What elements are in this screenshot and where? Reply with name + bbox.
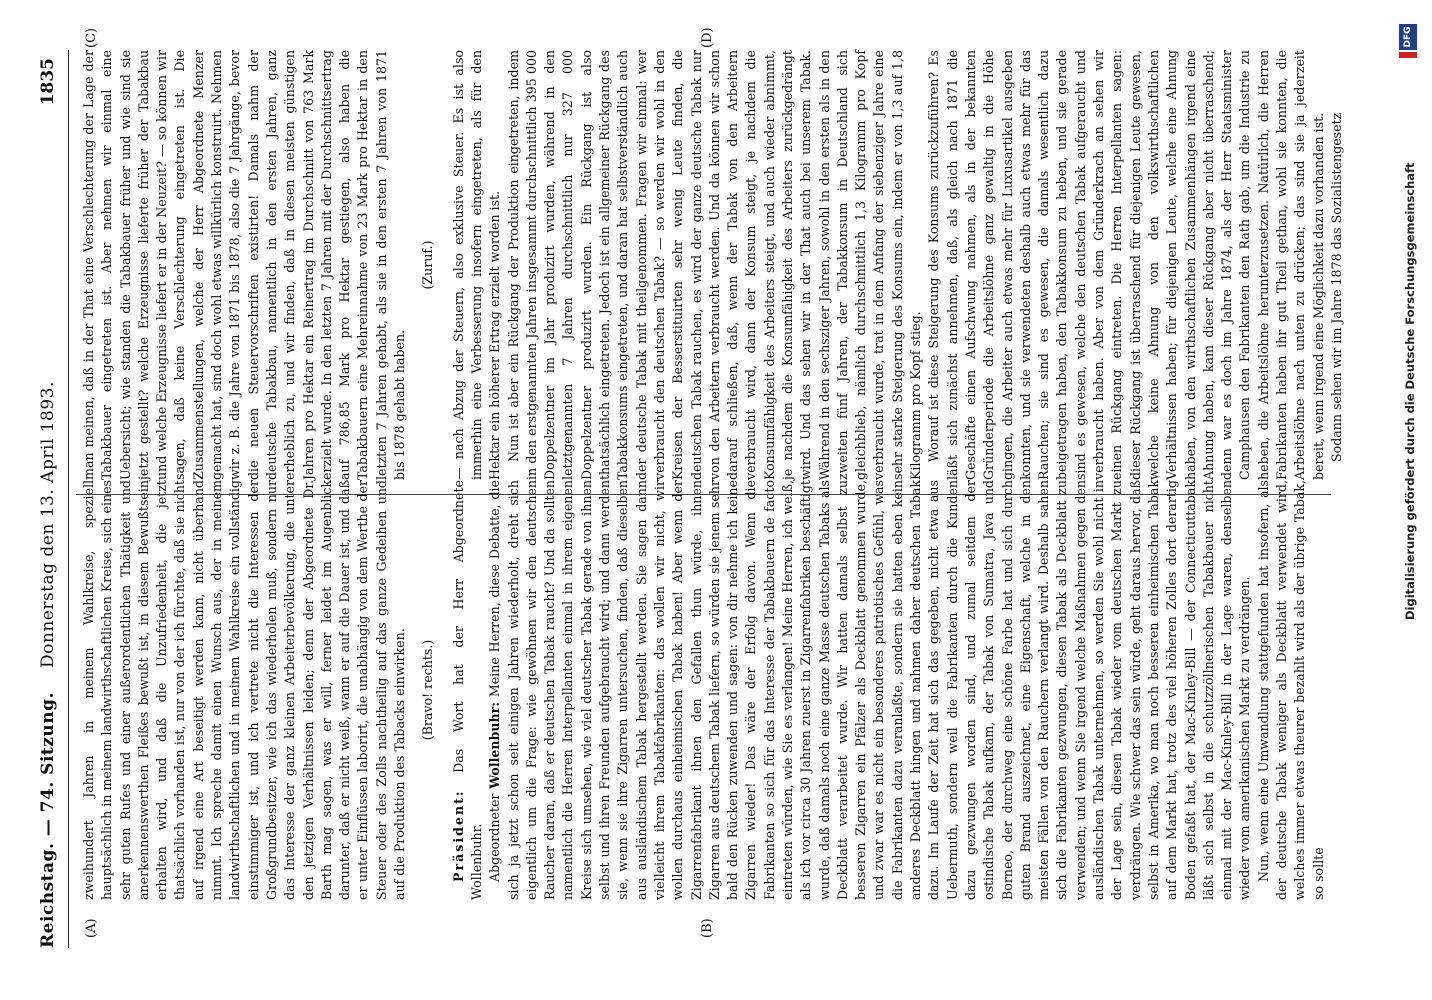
speech-paragraph xyxy=(486,480,1254,900)
right-column xyxy=(80,50,1344,480)
right-paragraph-3: Nun ist aber ein Rückgang der Produktion eingetreten, indem in den erstgenannten Jahren insgesammt durchschnittlich 395 000 Doppelzentner im Jahr produzirt wurden, während in den letztgenannten 7 Jahren durchschnittlich nur 327 000 Doppelzentner produzirt wurden. Ein Rückgang ist also thatsächlich eingetreten. Jedoch ist ein allgemeiner Rückgang des Tabakkonsums eingetreten, und daran hat selbstverständlich auch der deutsche Tabak mit theilgenommen. Fragen wir einmal: wer verbraucht den deutschen Tabak? — so werden wir wohl in den Kreisen der Besserstituirten sehr wenig Leute finden, die deutschen Tabak rauchen, es wird der ganze deutsche Tabak nur von den Arbeitern verbraucht werden. Und da können wir schon darauf schließen, daß, wenn der Tabak von den Arbeitern verbraucht wird, dann der Konsum steigt, je nachdem die Konsumfähigkeit des Arbeiters steigt, und auch wieder abnimmt, je nachdem die Konsumfähigkeit des Arbeiters zurückgedrängt wird. Und das sehen wir in der That auch bei unserem Tabak. Während in den sechsziger Jahren, sowohl in den ersten als in den zweiten fünf Jahren, der Tabakkonsum in Deutschland sich gleichblieb, nämlich durchschnittlich 1,3 Kilogramm pro Kopf verbraucht wurde, trat in dem Anfang der siebenziger Jahre eine sehr starke Steigerung des Konsums ein, indem er von 1,3 auf 1,8 Kilogramm pro Kopf stieg. xyxy=(505,50,924,480)
digitalisation-footer xyxy=(1395,20,1425,960)
president-statement xyxy=(450,480,487,900)
right-paragraph-5: Sodann sehen wir im Jahre 1878 das Sozialistengesetz xyxy=(1328,112,1344,462)
president-text: Das Wort hat der Herr Abgeordnete Wollenbuhr. xyxy=(450,480,484,900)
speaker-name: Wollenbuhr: xyxy=(487,702,503,789)
left-column xyxy=(80,480,1330,900)
right-paragraph-4: Worauf ist diese Steigerung des Konsums zurückzuführen? Es läßt sich zunächst annehmen, daß, als gleich nach 1871 die Geschäfte einen Aufschwung nahmen, als in der bekannten Gründerperiode die Arbeitslöhne ganz gewaltig in die Höhe gingen, die Arbeiter auch etwas mehr für Luxusartikel ausgeben konnten, und sie verwendeten deshalb auch etwas mehr für das Rauchen; sie sind es gewesen, die damals wesentlich dazu beigetragen haben, den Tabakkonsum zu heben, und sie gerade sind es gewesen, welche den deutschen Tabak aufgeraucht und verbraucht haben. Aber von dem Gründerkrach an sehen wir einen Rückgang eintreten. Die Herren Interpellanten sagen: dieser Rückgang ist überraschend für diejenigen Leute gewesen, welche keine Ahnung von den volkswirthschaftlichen Verhältnissen haben; für diejenigen Leute, welche eine Ahnung haben, von den wirthschaftlichen Zusammenhängen irgend eine Ahnung haben, kam dieser Rückgang aber nicht überraschend; denn war es doch im Jahre 1874, als der Herr Staatsminister Camphausen den Fabrikanten den Rath gab, um die Industrie zu heben, die Arbeitslöhne herunterzusetzen. Natürlich, die Herren Fabrikanten haben ihr gut Theil gethan, wohl sie konnten, die Arbeitslöhne nach unten zu drücken; das sind sie ja jederzeit bereit, wenn irgend eine Möglichkeit dazu vorhanden ist. xyxy=(926,50,1326,480)
right-paragraph-1: man meinen, daß in der That eine Verschlechterung der Lage der Tabakbauer eingetreten ist. Aber nehmen wir einmal eine Uebersicht; wie standen die Tabakbauer früher und wie sind sie jetzt gestellt? welche Erzeugnisse lieferte früher der Tabakbau und welche Erzeugnisse liefert er in der Neuzeit? — so können wir sagen, daß keine Verschlechterung eingetreten ist. Die Zusammenstellungen, welche der Herr Abgeordnete Menzer gemacht hat, sind doch wohl etwas willkürlich konstruirt. Nehmen wir z. B. die Jahre von 1871 bis 1878, also die 7 Jahrgänge, bevor die neuen Steuervorschriften existirten! Damals nahm der deutsche Tabakbau, namentlich in den ersten Jahren, ganz erheblich zu, und wir finden, daß in diesen meisten günstigen Jahren pro Hektar ein Reinertrag im Durchschnitt von 763 Mark erzielt wurde. In den letzten 7 Jahren mit der Durchschnittsertrag auf 786,85 Mark pro Hektar gestiegen, also haben die Tabakbauern eine Mehreinnahme von 23 Mark pro Hektar in den letzten 7 Jahren gehabt, als sie in den ersten 7 Jahren von 1871 bis 1878 gehabt haben. xyxy=(81,50,408,480)
interjection-note: (Zuruf.) xyxy=(420,240,436,290)
speech-text: Meine Herren, diese Debatte, die sich ja jetzt schon seit einigen Jahren wiederholt, dreht sich eigentlich um die Frage: wie gewöhnen wir den deutschen Raucher daran, daß er deutschen Tabak raucht? Und da sollten namentlich die Herren Interpellanten einmal in ihrem eigenen Kreise sich umsehen, wie viel deutscher Tabak gerade von ihnen selbst und ihren Freunden aufgebraucht wird; und dann werden sie, wenn sie ihre Zigarren untersuchen, finden, daß dieselben aus ausländischem Tabak hergestellt werden. Sie sagen dann vielleicht ihrem Tabakfabrikanten: das wollen wir nicht, wir wollen durchaus einheimischen Tabak haben! Aber wenn der Zigarrenfabrikant ihnen den Gefallen thun würde, ihnen Zigarren aus deutschem Tabak liefern, so würden sie jenem sehr bald den Rücken zuwenden und sagen: von dir nehme ich keine Zigarren wieder! Das wäre der Erfolg davon. Wenn die Fabrikanten so sich für das Interesse der Tabakbauern de facto eintreten würden, wie Sie es verlangen! Meine Herren, ich weiß, als ich vor circa 30 Jahren zuerst in Zigarrenfabriken beschäftigt wurde, daß damals noch eine ganze Masse deutschen Tabaks als Deckblatt verarbeitet wurde. Wir hatten damals selbst zu besseren Zigarren ein Pfälzer als Deckblatt genommen wurde, und zwar war es nicht ein besonderes patriotisches Gefühl, was die Fabrikanten dazu veranlaßte, sondern sie hatten eben kein anderes Deckblatt hingen und nahmen daher deutschen Tabak dazu. Im Laufe der Zeit hat sich das gegeben, nicht etwa aus Uebermuth, sondern weil die Fabrikanten durch die Kunden dazu gezwungen worden sind, und zumal seitdem der ostindische Tabak aufkam, der Tabak von Sumatra, Java und Borneo, der durchweg eine schöne Farbe hat und sich durch guten Brand auszeichnet, eine Eigenschaft, welche in den meisten Fällen von den Rauchern verlangt wird. Deshalb sahen sich die Fabrikanten gezwungen, diesen Tabak als Deckblatt zu verwenden; und wenn Sie irgend welche Maßnahmen gegen den ausländischen Tabak unternehmen, so werden Sie wohl nicht in der Lage sein, diesen Tabak wieder vom deutschen Markt zu verdrängen. Wie schwer das sein würde, geht daraus hervor, daß selbst in Amerika, wo man noch besseren einheimischen Tabak auf dem Markt hat, trotz des viel höheren Zolles dort derartig Boden gefaßt hat, der Mac-Kinley-Bill — der Connecticuttabak läßt sich selbst in die schutzzöllnerischen Tabakbauer nicht einmal mit der Mac-Kinley-Bill in der Lage waren, denselben wieder vom amerikanischen Markt zu verdrängen. xyxy=(487,479,1253,900)
marker-c: (C) xyxy=(84,27,99,48)
header-rule xyxy=(68,50,69,948)
header-left-title: Reichstag. — 74. Sitzung. xyxy=(38,692,58,948)
left-paragraph-1: zweihundert Jahren in meinem Wahlkreise, speziell hauptsächlich in meinem landwirthschaftlichen Kreise, sich eines sehr guten Rufes und einer außerordentlichen Thätigkeit und anerkennenswerthen Fleißes bewußt ist, in diesem Bewußtsein erhalten wird, und daß die Unzufriedenheit, die jetzt thatsächlich vorhanden ist, nur von der ich fürchte, daß sie nicht auf irgend eine Art beseitigt werden kann, nicht überhand nimmt. Ich spreche damit einen Wunsch aus, der in meinem landwirthschaftlichen und in meinem Wahlkreise ein vollständig einstimmiger ist, und ich vertrete nicht die Interessen der Großgrundbesitzer, wie ich das wiederholen muß, sondern nur das Interesse der ganz kleinen Arbeiterbevölkerung, die unter den jetzigen Verhältnissen leiden; denn der Abgeordnete Dr. Barth mag sagen, was er will, ferner leidet im Augenblick darunter, daß er nicht weiß, wann er auf die Dauer ist, und daß er unter Einflüssen laborirt, die unabhängig von dem Werthe der Steuer oder des Zolls nachtheilig auf das ganze Gedeihen und auf die Produktion des Tabacks einwirken. xyxy=(81,480,408,900)
dfg-logo-bar xyxy=(1399,52,1417,58)
marker-b: (B) xyxy=(700,918,715,938)
page-header xyxy=(38,58,64,948)
president-label: Präsident: xyxy=(450,789,466,882)
speaker-intro: Abgeordneter xyxy=(487,788,503,882)
header-date: Donnerstag den 13. April 1893. xyxy=(38,381,58,668)
column-divider xyxy=(76,494,1331,495)
left-paragraph-3: Nun, wenn eine Umwandlung stattgefunden hat insofern, als der deutsche Tabak weniger als Deckblatt verwendet wird, welches immer etwas theurer bezahlt wird als der übrige Tabak, so sollte xyxy=(1255,480,1326,900)
right-paragraph-2: — nach Abzug der Steuern, also exklusive Steuer. Es ist also immerhin eine Verbesserung insofern eingetreten, als für den Hektar ein höherer Ertrag erzielt worden ist. xyxy=(450,50,503,480)
page-number: 1835 xyxy=(38,58,58,106)
marker-a: (A) xyxy=(84,918,99,938)
applause-note: (Bravo! rechts.) xyxy=(420,639,436,741)
marker-d: (D) xyxy=(700,27,715,48)
dfg-logo: DFG xyxy=(1399,24,1417,50)
digitalisation-note: Digitalisierung gefördert durch die Deutsche Forschungsgemeinschaft xyxy=(1403,162,1417,620)
